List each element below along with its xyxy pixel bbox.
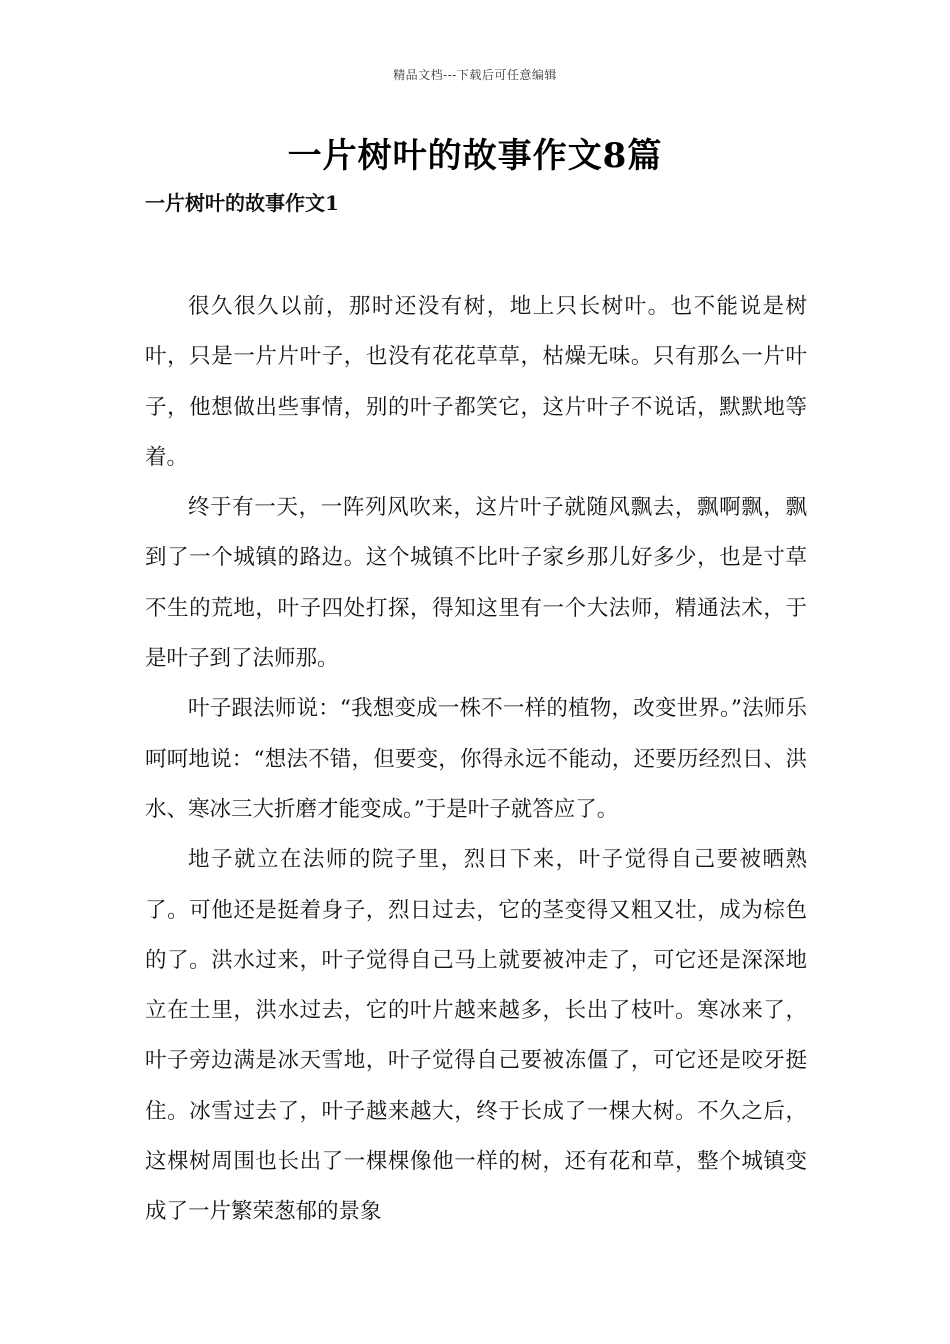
paragraph: 地子就立在法师的院子里，烈日下来，叶子觉得自己要被晒熟了。可他还是挺着身子，烈日过去，它的茎变得又粗又壮，成为棕色的了。洪水过来，叶子觉得自己马上就要被冲走了，可它还是深深地立在土里，洪水过去，它的叶片越来越多，长出了枝叶。寒冰来了，叶子旁边满是冰天雪地，叶子觉得自己要被冻僵了，可它还是咬牙挺住。冰雪过去了，叶子越来越大，终于长成了一棵大树。不久之后，这棵树周围也长出了一棵棵像他一样的树，还有花和草，整个城镇变成了一片繁荣葱郁的景象 xyxy=(145,847,807,1225)
header-note: 精品文档---下载后可任意编辑 xyxy=(393,68,557,82)
paragraph: 很久很久以前，那时还没有树，地上只长树叶。也不能说是树叶，只是一片片叶子，也没有花花草草，枯燥无味。只有那么一片叶子，他想做出些事情，别的叶子都笑它，这片叶子不说话，默默地等着。 xyxy=(145,294,807,470)
section-heading: 一片树叶的故事作文1 xyxy=(145,191,339,215)
paragraph: 叶子跟法师说：“我想变成一株不一样的植物，改变世界。”法师乐呵呵地说：“想法不错，但要变，你得永远不能动，还要历经烈日、洪水、寒冰三大折磨才能变成。”于是叶子就答应了。 xyxy=(145,696,807,822)
document-title: 一片树叶的故事作文8篇 xyxy=(287,136,663,176)
article-body xyxy=(145,282,807,1238)
paragraph: 终于有一天，一阵列风吹来，这片叶子就随风飘去，飘啊飘，飘到了一个城镇的路边。这个城镇不比叶子家乡那儿好多少，也是寸草不生的荒地，叶子四处打探，得知这里有一个大法师，精通法术，于是叶子到了法师那。 xyxy=(145,495,807,672)
